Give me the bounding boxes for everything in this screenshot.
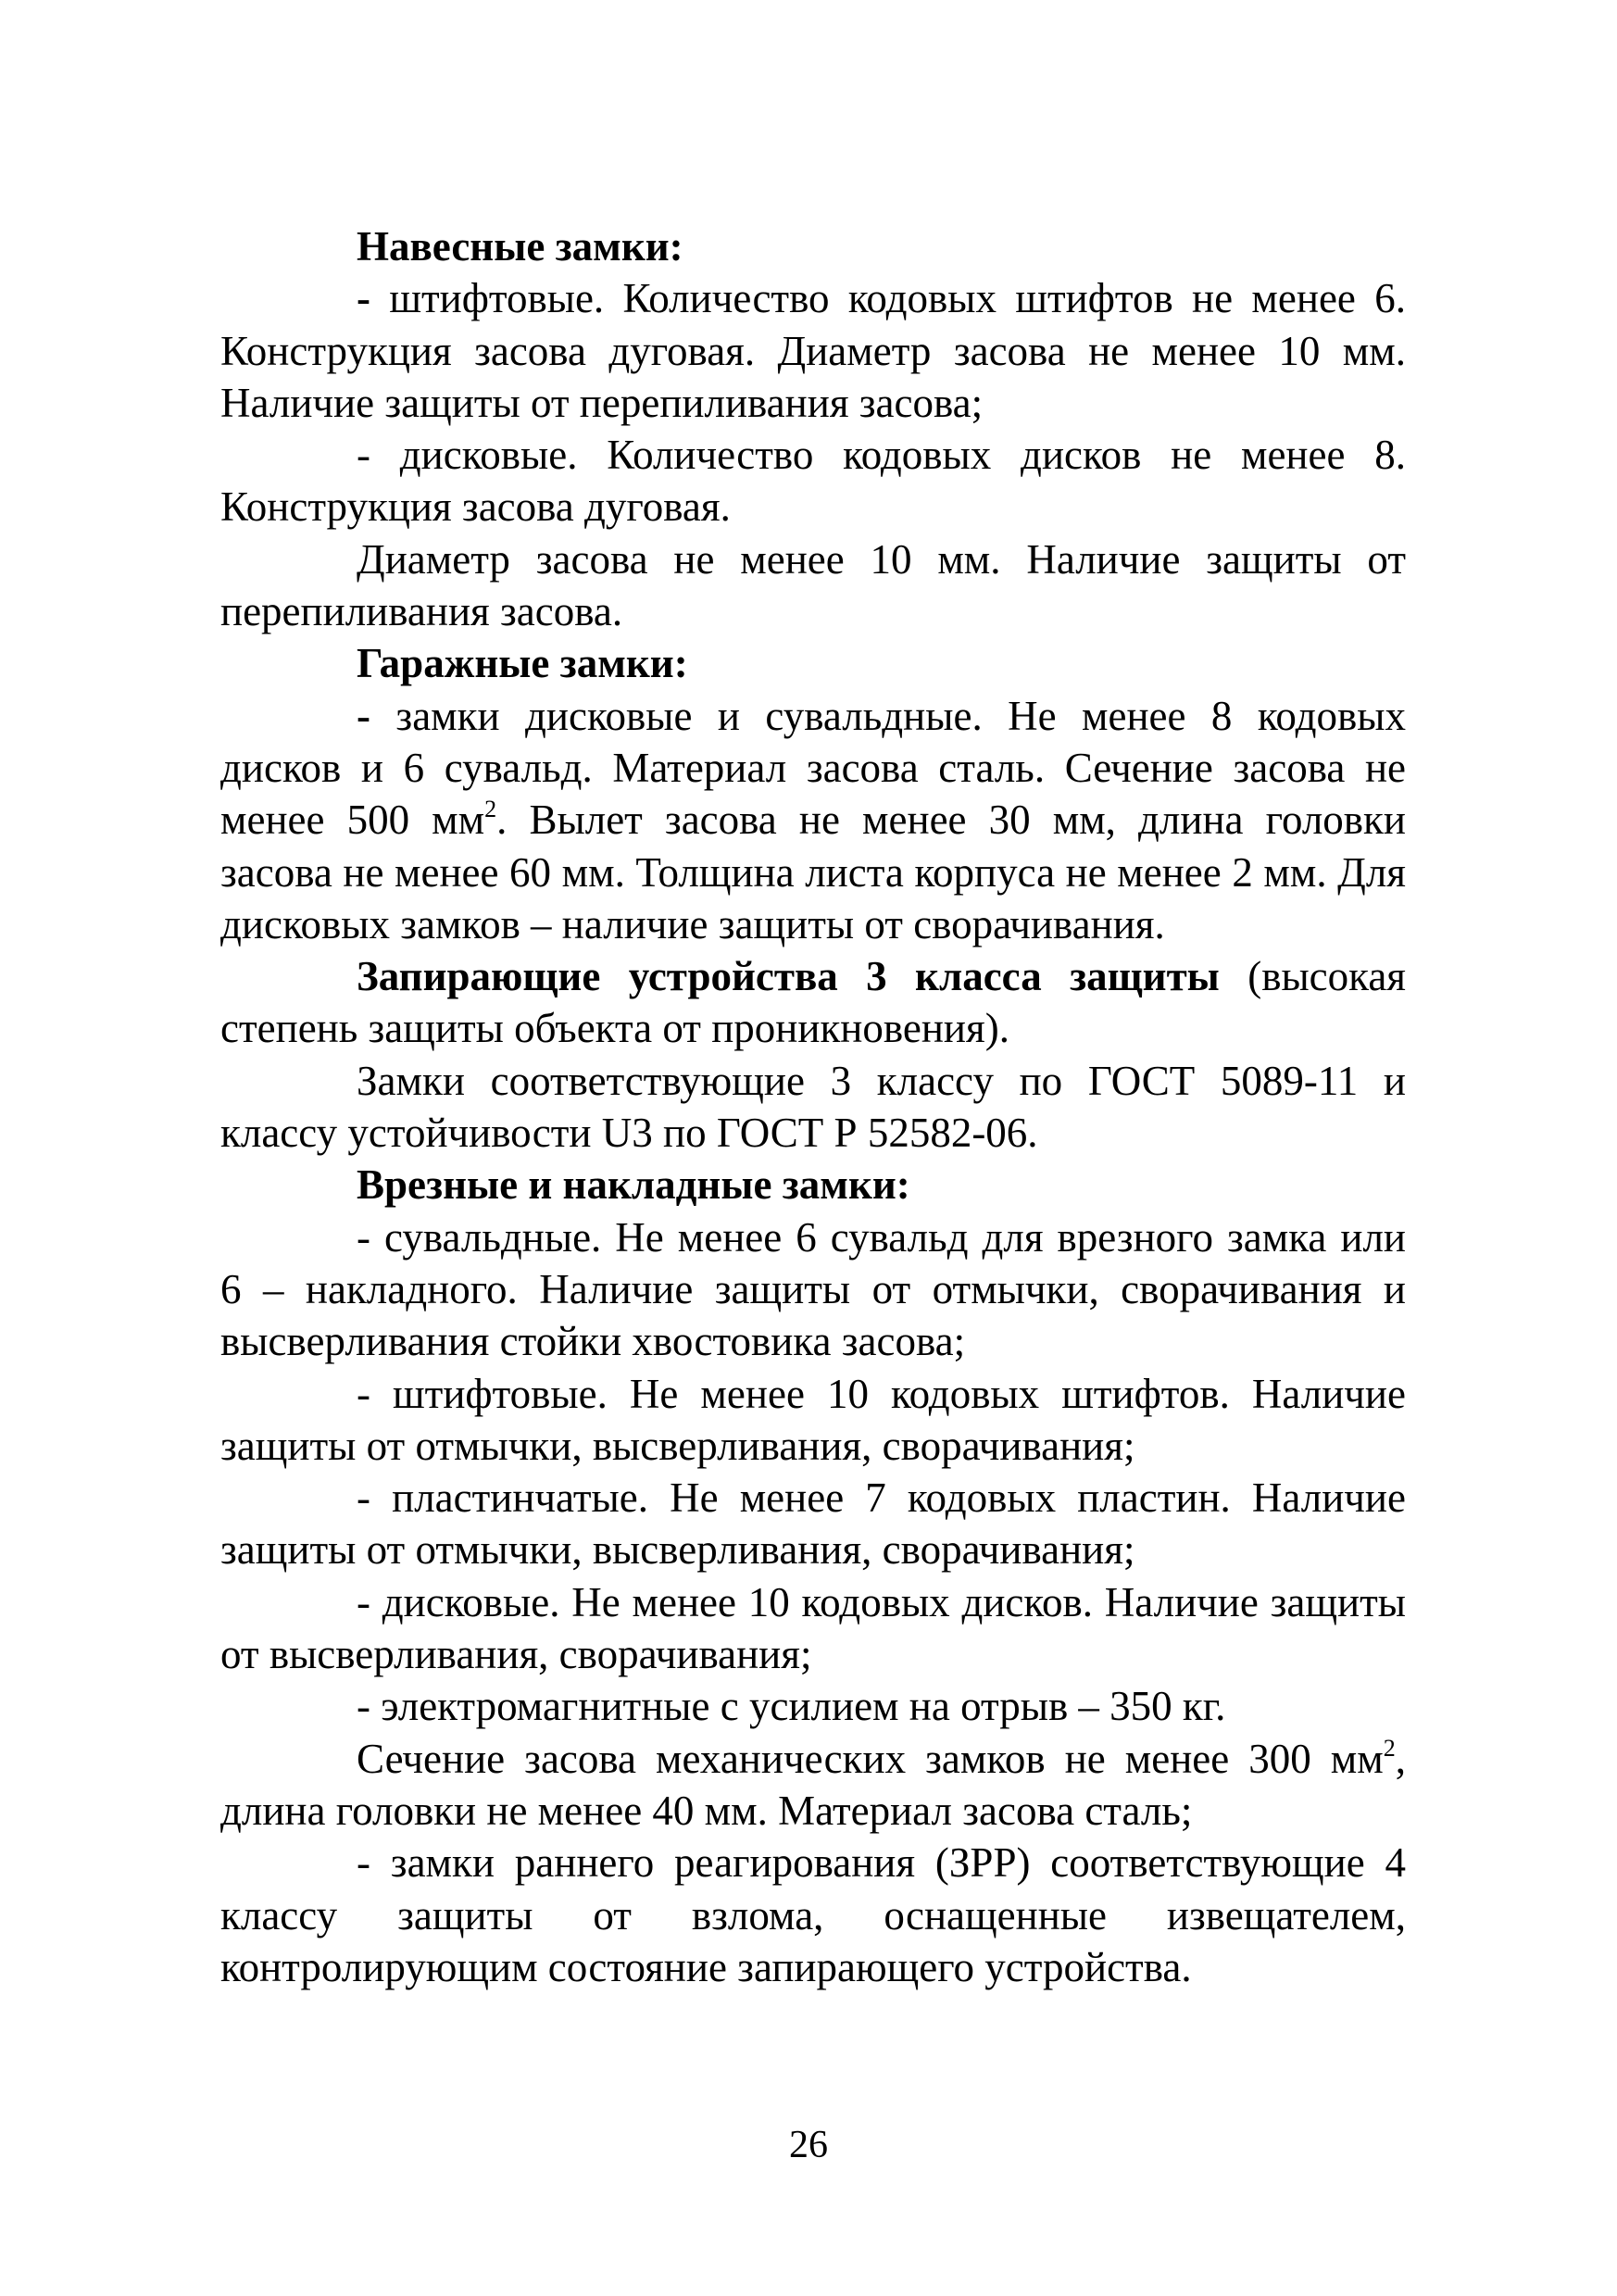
superscript: 2 bbox=[484, 796, 497, 823]
paragraph-garage-locks bbox=[220, 690, 1406, 950]
paragraph-gost-reference: Замки соответствующие 3 классу по ГОСТ 5089-11 и классу устойчивости U3 по ГОСТ Р 52582-06. bbox=[220, 1057, 1406, 1157]
paragraph-pin-padlocks bbox=[220, 272, 1406, 429]
paragraph-plate-locks: - пластинчатые. Не менее 7 кодовых пластин. Наличие защиты от отмычки, высверливания, сворачивания; bbox=[220, 1474, 1406, 1574]
heading-garage-locks: Гаражные замки: bbox=[357, 640, 688, 687]
paragraph-text-tail: , длина головки не менее 40 мм. Материал засова сталь; bbox=[220, 1735, 1406, 1834]
page-number: 26 bbox=[789, 2124, 828, 2166]
superscript: 2 bbox=[1383, 1734, 1396, 1762]
paragraph-text: штифтовые. Количество кодовых штифтов не менее 6. Конструкция засова дуговая. Диаметр засова не менее 10 мм. Наличие защиты от перепиливания засова; bbox=[220, 275, 1406, 426]
paragraph-disc-locks: - дисковые. Не менее 10 кодовых дисков. Наличие защиты от высверливания, сворачивания; bbox=[220, 1578, 1406, 1678]
paragraph-disc-padlocks: - дисковые. Количество кодовых дисков не менее 8. Конструкция засова дуговая. bbox=[220, 432, 1406, 531]
paragraph-text-tail: . Вылет засова не менее 30 мм, длина головки засова не менее 60 мм. Толщина листа корпуса не менее 2 мм. Для дисковых замков – наличие защиты от сворачивания. bbox=[220, 797, 1407, 947]
paragraph-shackle-diameter: Диаметр засова не менее 10 мм. Наличие защиты от перепиливания засова. bbox=[220, 535, 1406, 635]
paragraph-lever-locks: - сувальдные. Не менее 6 сувальд для врезного замка или 6 – накладного. Наличие защиты от отмычки, сворачивания и высверливания стойки хвостовика засова; bbox=[220, 1213, 1406, 1365]
list-dash: - bbox=[357, 692, 370, 739]
paragraph-text: Сечение засова механических замков не менее 300 мм bbox=[357, 1735, 1384, 1782]
class-3-title: Запирающие устройства 3 класса защиты bbox=[357, 953, 1220, 1000]
paragraph-early-response-locks: - замки раннего реагирования (ЗРР) соответствующие 4 классу защиты от взлома, оснащенные извещателем, контролирующим состояние запирающего устройства. bbox=[220, 1839, 1406, 1990]
paragraph-text: (высокая степень защиты объекта от проникновения). bbox=[220, 953, 1406, 1052]
body-text bbox=[220, 220, 1406, 1993]
heading-padlocks: Навесные замки: bbox=[357, 223, 683, 270]
heading-mortise-locks: Врезные и накладные замки: bbox=[357, 1161, 910, 1209]
paragraph-electromagnetic-locks: - электромагнитные с усилием на отрыв – 350 кг. bbox=[357, 1683, 1226, 1730]
paragraph-text: замки дисковые и сувальдные. Не менее 8 кодовых дисков и 6 сувальд. Материал засова сталь. Сечение засова не менее 500 мм bbox=[220, 692, 1406, 844]
paragraph-class-3-devices bbox=[220, 950, 1406, 1055]
list-dash: - bbox=[357, 275, 370, 322]
paragraph-bolt-section bbox=[220, 1733, 1406, 1838]
paragraph-pin-locks: - штифтовые. Не менее 10 кодовых штифтов. Наличие защиты от отмычки, высверливания, сворачивания; bbox=[220, 1370, 1406, 1469]
